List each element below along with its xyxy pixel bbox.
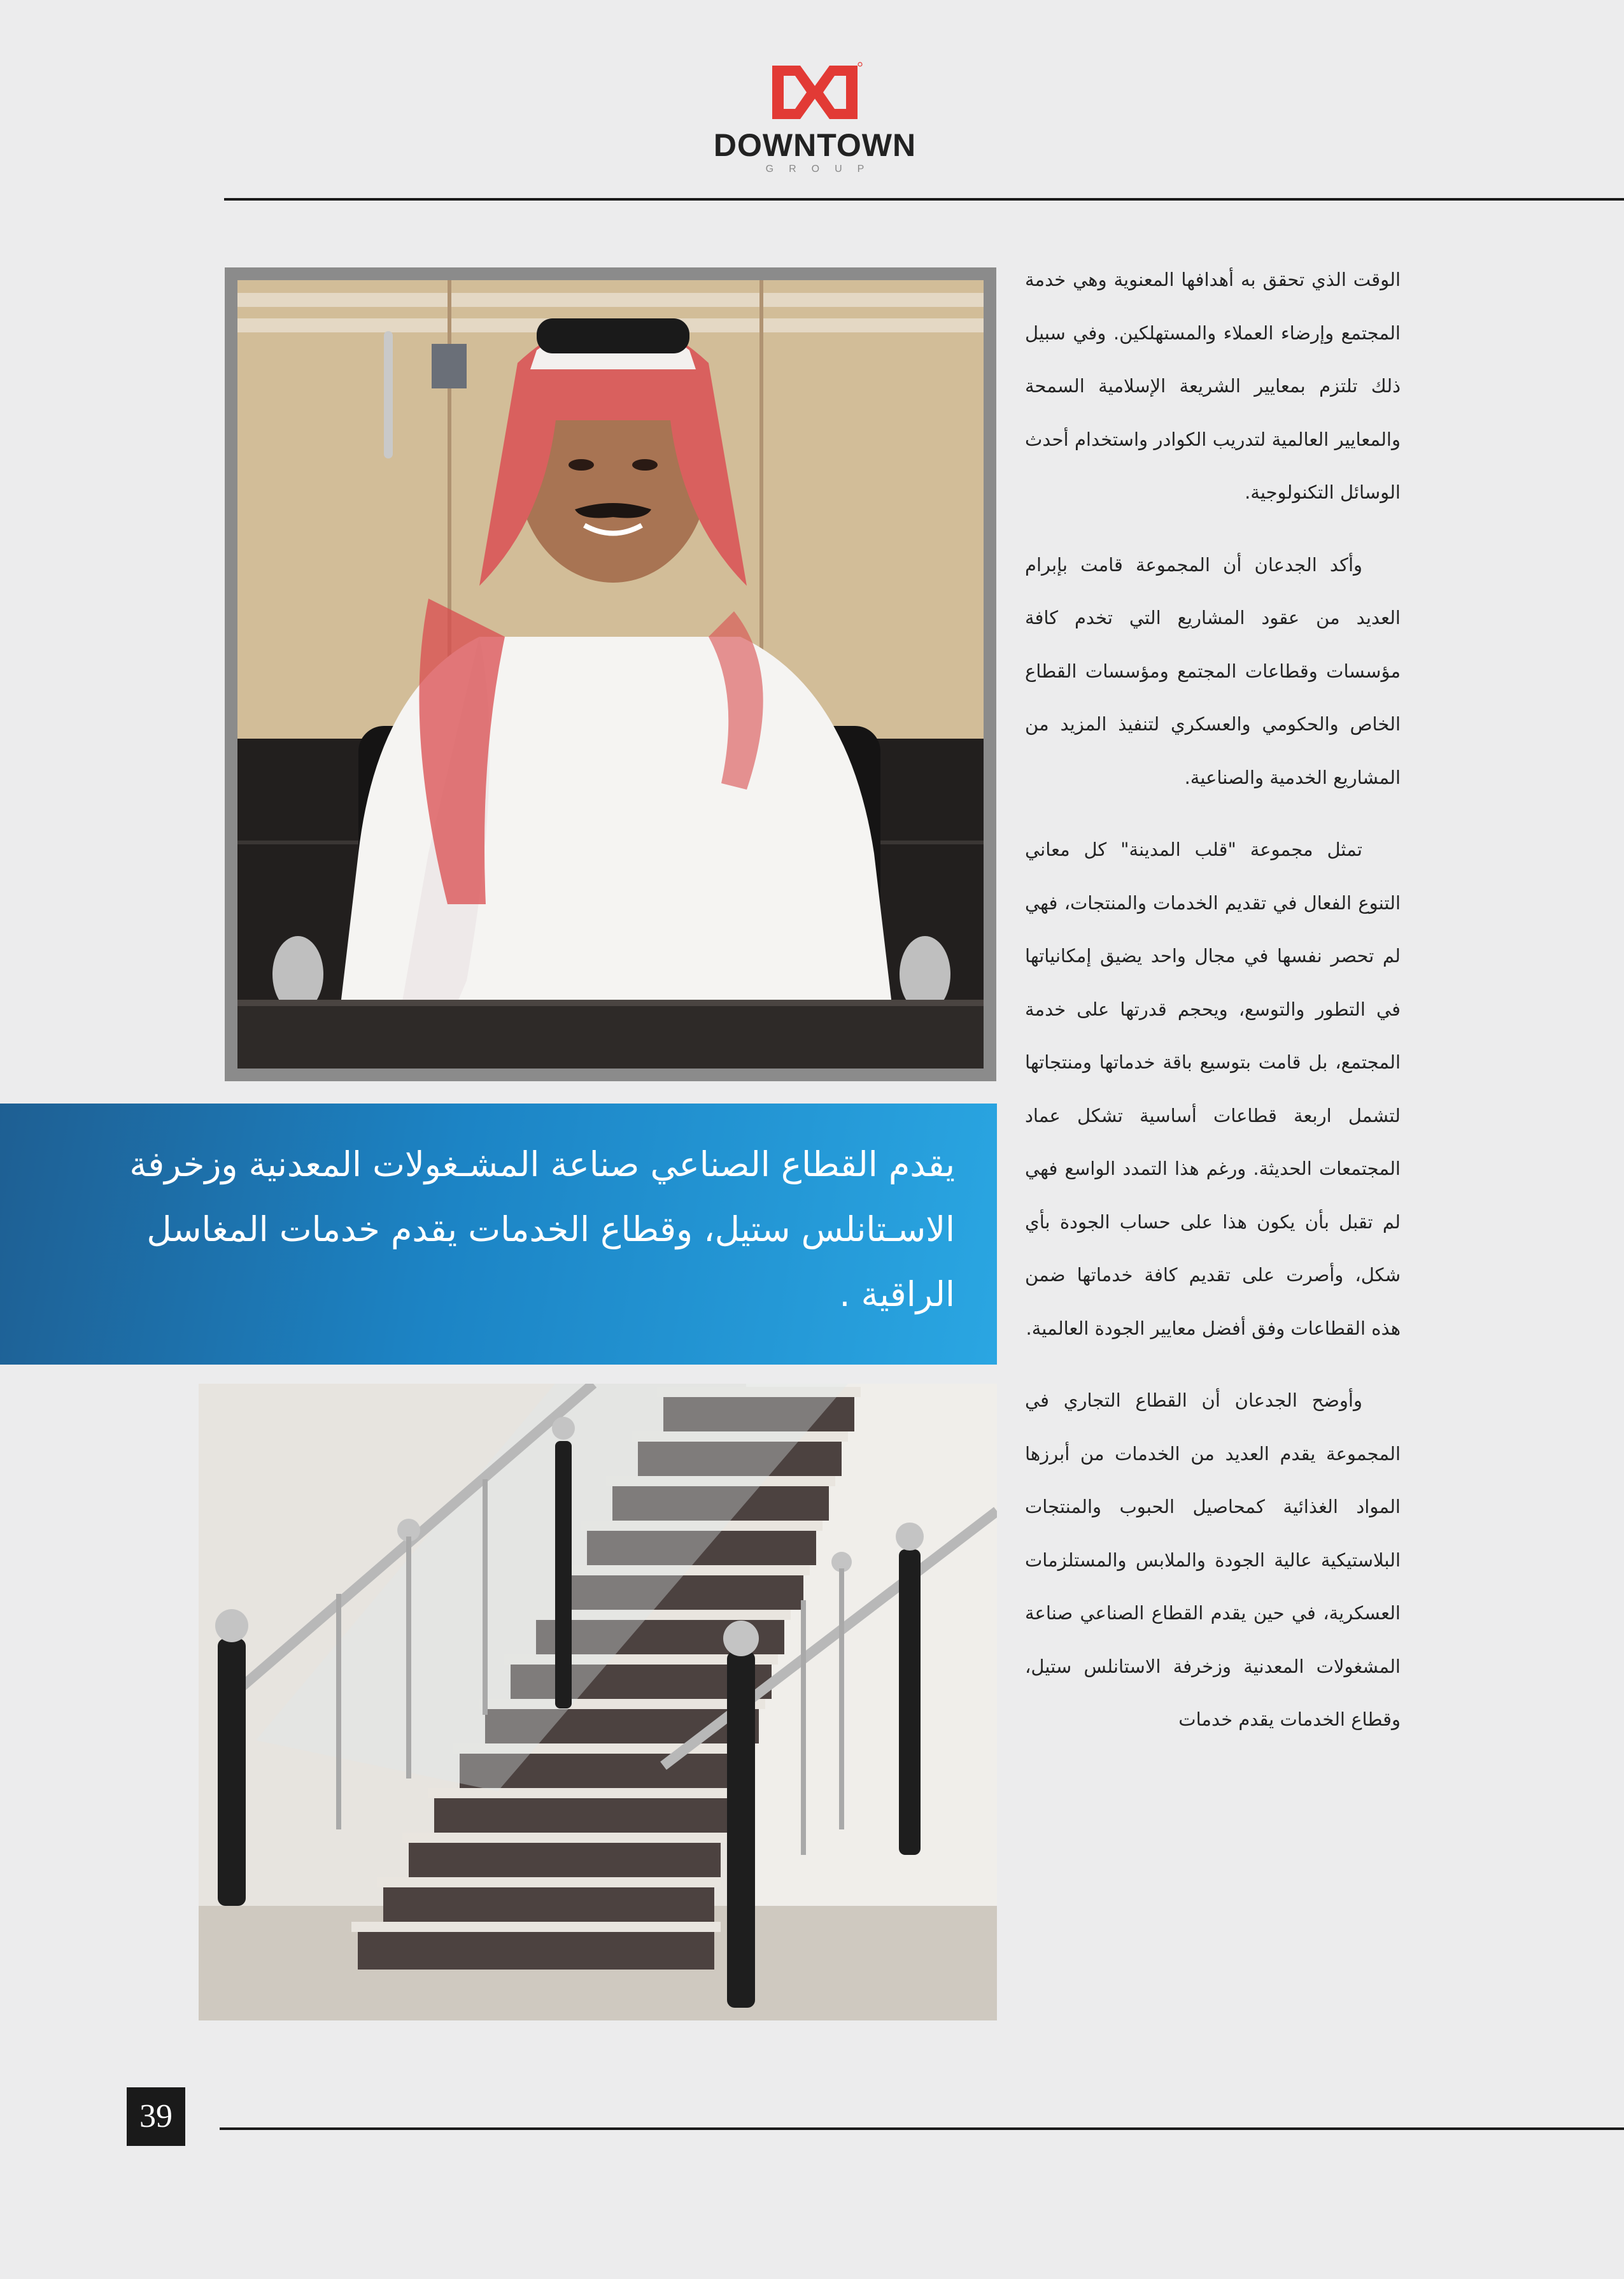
article-column: [1025, 253, 1401, 1766]
portrait-photo: [237, 280, 984, 1069]
staircase-photo: [199, 1384, 997, 2020]
article-paragraph-1: الوقت الذي تحقق به أهدافها المعنوية وهي خدمة المجتمع وإرضاء العملاء والمستهلكين. وفي سبيل ذلك تلتزم بمعايير الشريعة الإسلامية السمحة والمعايير العالمية لتدريب الكوادر واستخدام أحدث الوسائل التكنولوجية.: [1025, 269, 1401, 503]
footer-rule: [220, 2127, 1624, 2130]
logo-wordmark: DOWNTOWN: [713, 127, 917, 163]
header-rule: [224, 198, 1624, 201]
portrait-photo-frame: [225, 267, 996, 1081]
article-paragraph-2: وأكد الجدعان أن المجموعة قامت بإبرام العديد من عقود المشاريع التي تخدم كافة مؤسسات وقطاعات المجتمع ومؤسسات القطاع الخاص والحكومي والعسكري لتنفيذ المزيد من المشاريع الخدمية والصناعية.: [1025, 553, 1401, 788]
logo-subtitle: GROUP: [765, 164, 880, 174]
page-number: 39: [127, 2087, 185, 2146]
article-paragraph-3: تمثل مجموعة "قلب المدينة" كل معاني التنوع الفعال في تقديم الخدمات والمنتجات، فهي لم تحصر نفسها في مجال واحد يضيق إمكانياتها في التطور والتوسع، ويحجم قدرتها على خدمة المجتمع، بل قامت بتوسيع باقة خدماتها ومنتجاتها لتشمل اربعة قطاعات أساسية تشكل عماد المجتمعات الحديثة. ورغم هذا التمدد الواسع فهي لم تقبل بأن يكون هذا على حساب الجودة بأي شكل، وأصرت على تقديم كافة خدماتها ضمن هذه القطاعات وفق أفضل معايير الجودة العالمية.: [1025, 839, 1401, 1339]
article-paragraph-4: وأوضح الجدعان أن القطاع التجاري في المجموعة يقدم العديد من الخدمات من أبرزها المواد الغذائية كمحاصيل الحبوب والمنتجات البلاستيكية عالية الجودة والملابس والمستلزمات العسكرية، في حين يقدم القطاع الصناعي صناعة المشغولات المعدنية وزخرفة الاستانلس ستيل، وقطاع الخدمات يقدم خدمات: [1025, 1389, 1401, 1730]
pull-quote-text: يقدم القطاع الصناعي صناعة المشـغولات المعدنية وزخرفة الاسـتانلس ستيل، وقطاع الخدمات يقدم خدمات المغاسل الراقية .: [129, 1144, 955, 1314]
pull-quote-band: [0, 1104, 997, 1365]
downtown-logo-mark-icon: [767, 60, 863, 124]
brand-logo: [707, 60, 923, 188]
